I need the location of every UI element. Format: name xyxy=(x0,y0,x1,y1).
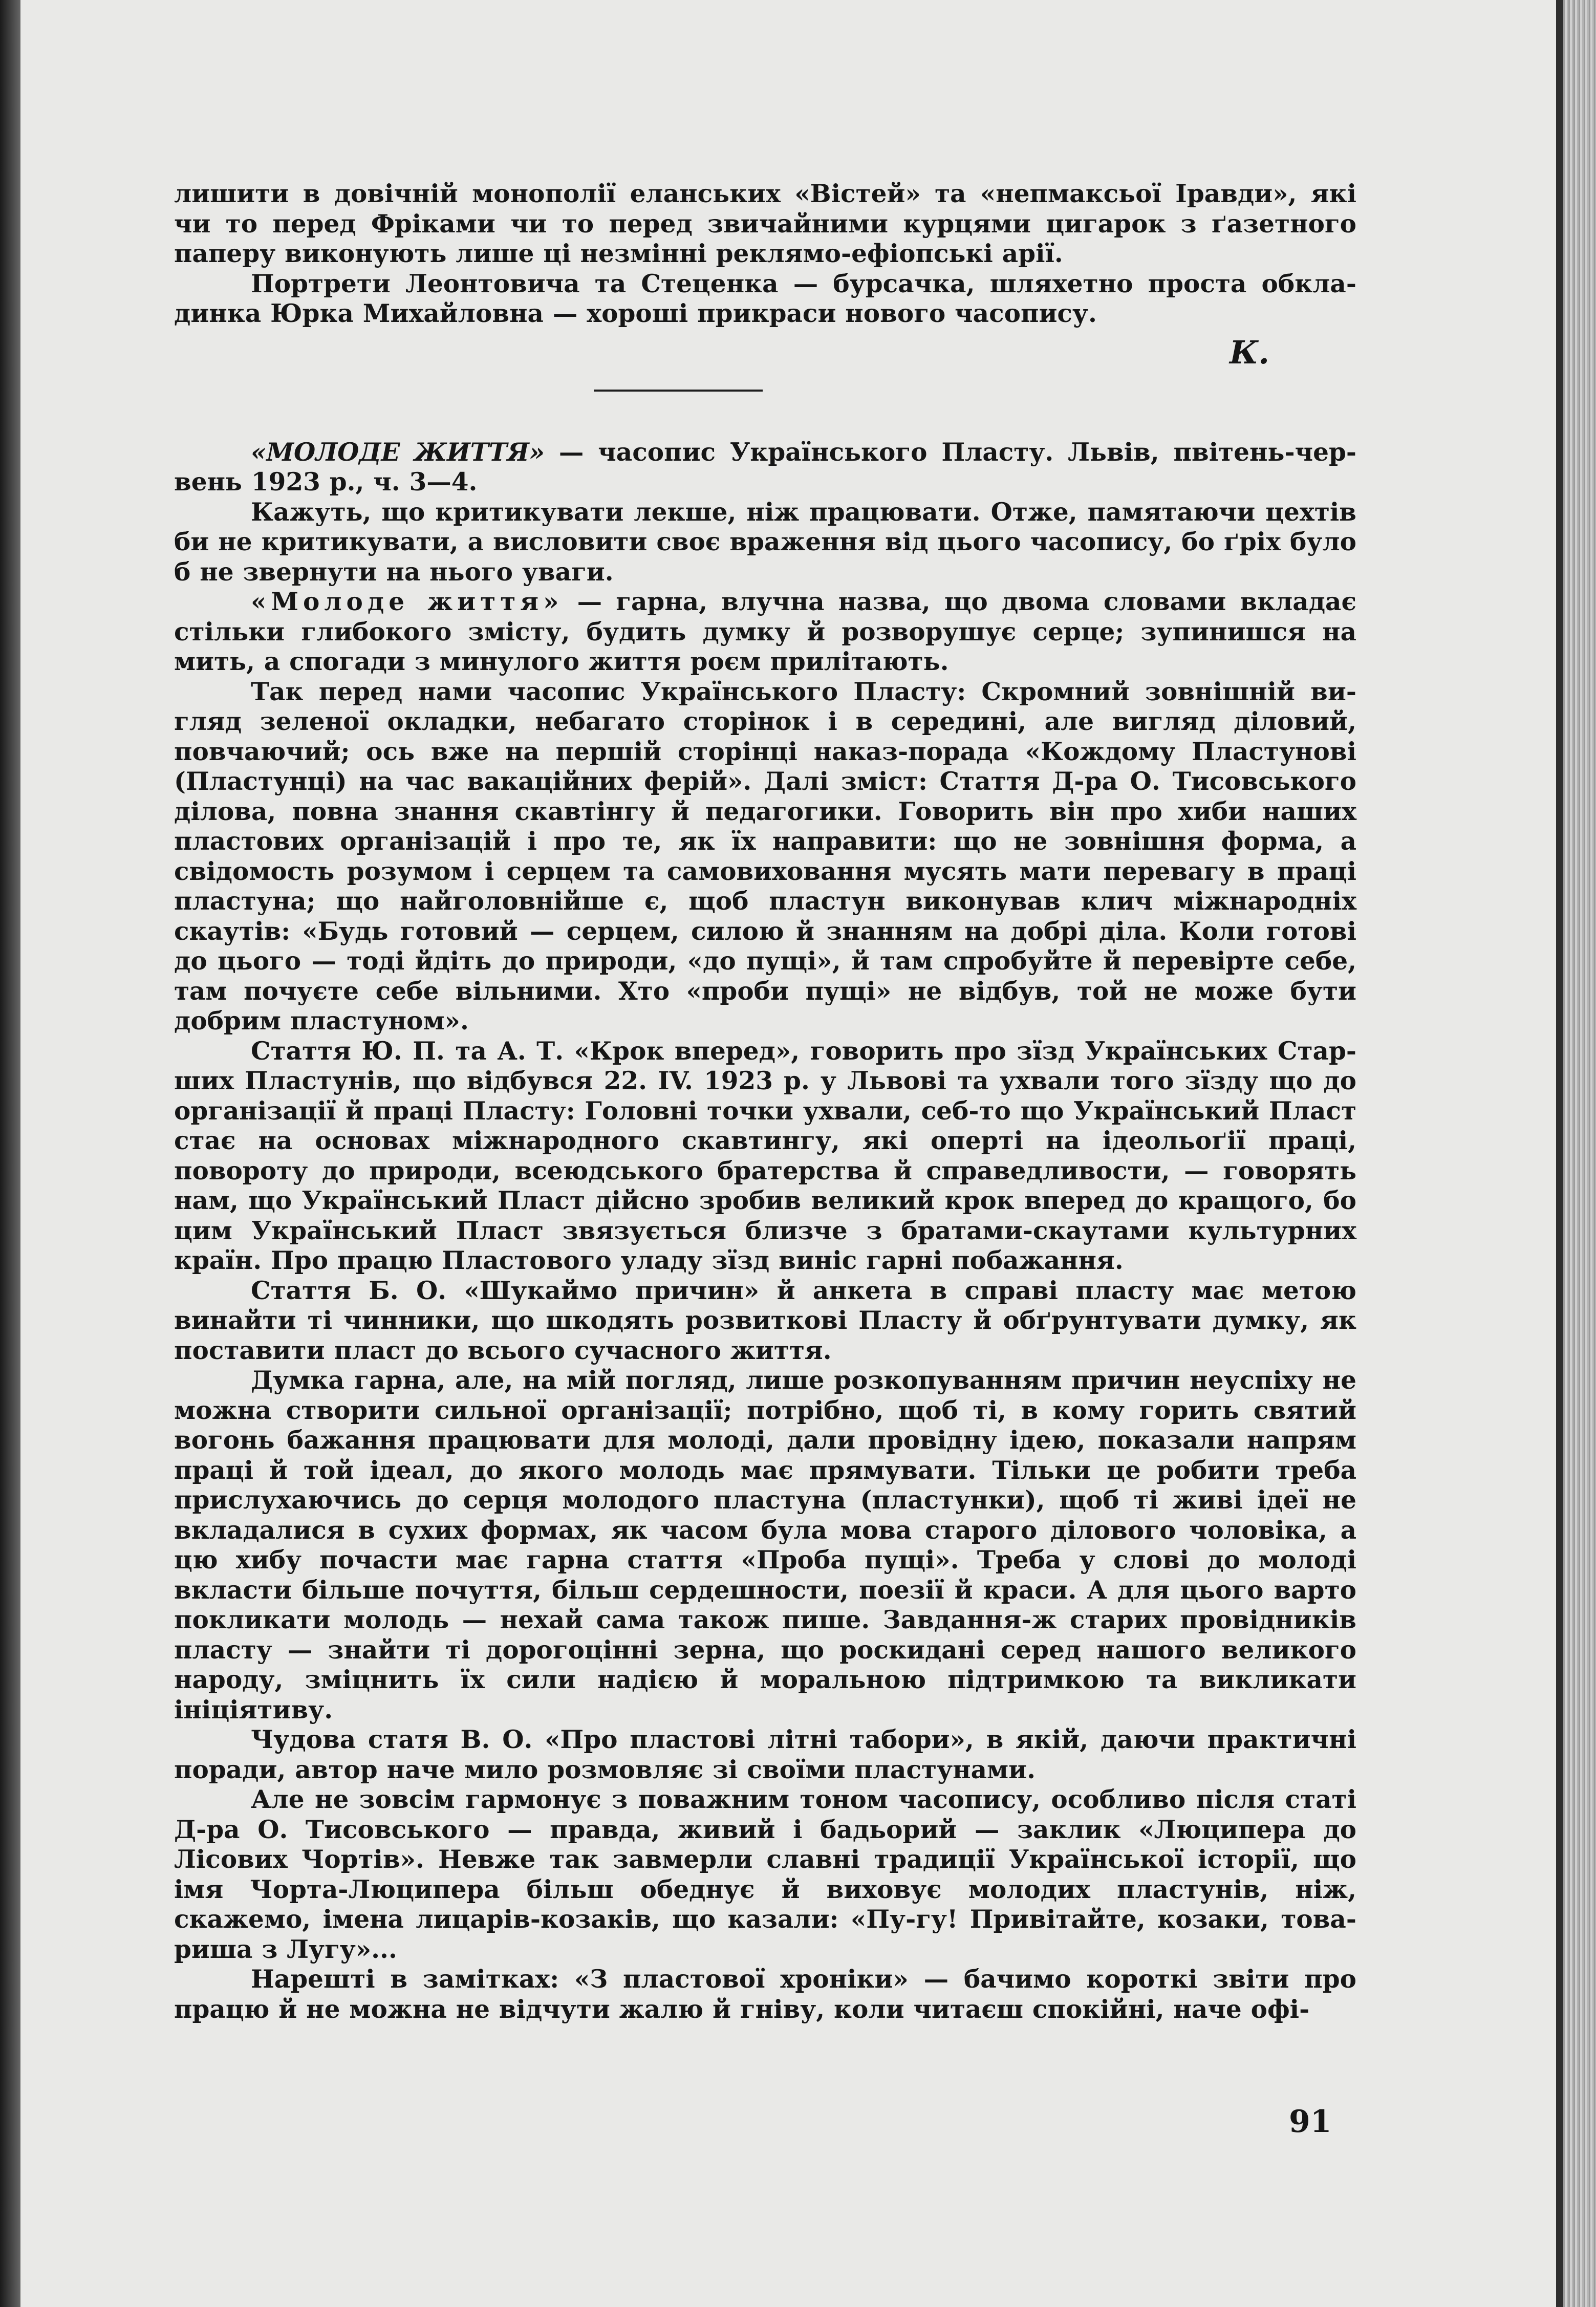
page-text-body xyxy=(174,179,1356,2024)
signature: К. xyxy=(1230,333,1269,371)
review-paragraph-9: Нарешті в замітках: «З пластової хроніки» — бачимо короткі звіти про працю й не можна не відчути жалю й гніву, коли читаєш спокійні, наче офі- xyxy=(174,1965,1356,2024)
book-page-edges xyxy=(1563,0,1596,2307)
journal-name-spaced: «Молоде життя» xyxy=(251,587,564,616)
review-paragraph-5: Стаття Б. О. «Шукаймо причин» й анкета в справі пласту має метою винайти ті чинники, що шкодять розвиткові Пласту й обґрунтувати думку, як поставити пласт до всього сучасного життя. xyxy=(174,1276,1356,1365)
page-number: 91 xyxy=(1289,2104,1332,2140)
review-paragraph-4: Стаття Ю. П. та А. Т. «Крок вперед», говорить про зїзд Українських Старших Пластунів, що відбувся 22. IV. 1923 р. у Львові та ухвали того зїзду що до організації й праці Пласту: Головні точки ухвали, себ-то що Український Пласт стає на основах міжнародного скавтингу, які оперті на ідеольоґії праці, повороту до природи, всеюдського братерства й справедливости, — говорять нам, що Український Пласт дійсно зробив великий крок вперед до кращого, бо цим Український Пласт звязується близче з братами-скаутами культурних країн. Про працю Пластового уладу зїзд виніс гарні побажання. xyxy=(174,1036,1356,1275)
review-paragraph-7: Чудова статя В. О. «Про пластові літні табори», в якій, даючи практичні поради, автор наче мило розмовляє зі своїми пластунами. xyxy=(174,1725,1356,1784)
review-title: «МОЛОДЕ ЖИТТЯ» xyxy=(251,437,545,467)
book-page xyxy=(20,0,1556,2307)
review-paragraph-8: Але не зовсім гармонує з поважним тоном часопису, особливо після статі Д-ра О. Тисовського — правда, живий і бадьорий — заклик «Люципера до Лісових Чортів». Невже так завмерли славні традиції Української історії, що імя Чорта-Люципера більш обеднує й виховує молодих пластунів, ніж, скажемо, імена лицарів-козаків, що казали: «Пу-гу! Привітайте, козаки, товариша з Лугу»... xyxy=(174,1785,1356,1964)
paragraph-continuation: лишити в довічній монополії еланських «Вістей» та «непмаксьої Іравди», які чи то перед Фріками чи то перед звичайними курцями цигарок з ґазетного паперу виконують лише ці незмінні реклямо-ефіопські арії. xyxy=(174,179,1356,268)
review-paragraph-2 xyxy=(174,587,1356,677)
review-paragraph-3: Так перед нами часопис Українського Пласту: Скромний зовнішній вигляд зеленої окладки, небагато сторінок і в середині, але вигляд діловий, повчаючий; ось вже на першій сторінці наказ-порада «Кождому Пластунові (Пластунці) на час вакаційних ферій». Далі зміст: Стаття Д-ра О. Тисовського ділова, повна знання скавтінгу й педагогики. Говорить він про хиби наших пластових організацій і про те, як їх направити: що не зовнішня форма, а свідомость розумом і серцем та самовиховання мусять мати перевагу в праці пластуна; що найголовнійше є, щоб пластун виконував клич міжнародніх скаутів: «Будь готовий — серцем, силою й знанням на добрі діла. Коли готові до цього — тоді йдіть до природи, «до пущі», й там спробуйте й перевірте себе, там почуєте себе вільними. Хто «проби пущі» не відбув, той не може бути добрим пластуном». xyxy=(174,677,1356,1036)
review-heading-paragraph xyxy=(174,438,1356,498)
section-divider xyxy=(594,390,763,392)
paragraph-portraits: Портрети Леонтовича та Стеценка — бурсачка, шляхетно проста обкладинка Юрка Михайловна — хороші прикраси нового часопису. xyxy=(174,269,1356,328)
review-paragraph-6: Думка гарна, але, на мій погляд, лише розкопуванням причин неуспіху не можна створити сильної організації; потрібно, щоб ті, в кому горить святий вогонь бажання працювати для молоді, дали провідну ідею, показали напрям праці й той ідеал, до якого молодь має прямувати. Тільки це робити треба прислухаючись до серця молодого пластуна (пластунки), щоб ті живі ідеї не вкладалися в сухих формах, як часом була мова старого ділового чоловіка, а цю хибу почасти має гарна стаття «Проба пущі». Треба у слові до молоді вкласти більше почуття, більш сердешности, поезії й краси. А для цього варто покликати молодь — нехай сама також пише. Завдання-ж старих провідників пласту — знайти ті дорогоцінні зерна, що роскидані серед нашого великого народу, зміцнить їх сили надією й моральною підтримкою та викликати ініціятиву. xyxy=(174,1366,1356,1724)
review-paragraph-1: Кажуть, що критикувати лекше, ніж працювати. Отже, памятаючи цехтів би не критикувати, а висловити своє враження від цього часопису, бо ґріх було б не звернути на нього уваги. xyxy=(174,497,1356,587)
review-paragraph-2-rest: — гарна, влучна назва, що двома словами вкладає стільки глибокого змісту, будить думку й розворушує серце; зупинишся на мить, а спогади з минулого життя роєм прилітають. xyxy=(174,587,1357,676)
review-title-rest: — часопис Українського Пласту. Львів, пвітень-червень 1923 р., ч. 3—4. xyxy=(174,437,1356,497)
